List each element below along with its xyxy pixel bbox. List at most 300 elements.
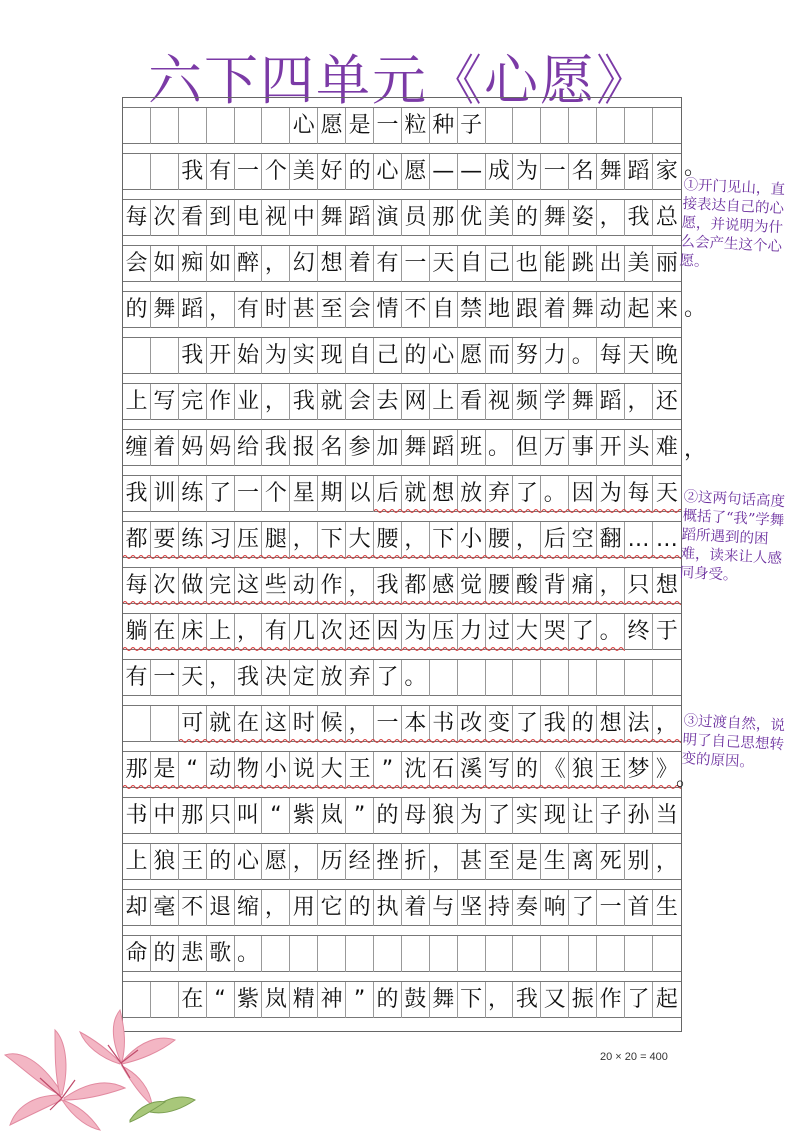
grid-row [123,696,681,742]
grid-cell: 次 [151,568,179,604]
grid-cell [151,338,179,374]
grid-cell [653,108,681,144]
grid-row [123,420,681,466]
grid-cell: 动 [597,292,625,328]
grid-cell: 报 [290,430,318,466]
grid-cell: 也 [513,246,541,282]
grid-cell: 蹈 [597,384,625,420]
grid-cell: 有 [262,614,290,650]
grid-row [123,834,681,880]
grid-cell [179,108,207,144]
grid-cell: 空 [569,522,597,558]
grid-cell [486,660,514,696]
grid-cell: ， [655,711,678,736]
grid-cell: ， [290,522,318,558]
grid-cell: 出 [597,246,625,282]
grid-cell: “ [179,752,207,788]
grid-cell: 又 [541,982,569,1018]
grid-cell: 着 [151,430,179,466]
grid-cell: 的 [513,200,541,236]
row-gap [123,282,681,292]
grid-cell: 母 [402,798,430,834]
grid-cell: 为 [402,614,430,650]
grid-cell: 舞 [430,982,458,1018]
grid-line [123,292,681,328]
grid-cell: 舞 [541,200,569,236]
grid-cell [318,936,346,972]
grid-line [123,890,681,926]
grid-cell: 床 [179,614,207,650]
row-gap [123,926,681,936]
grid-cell: 现 [318,338,346,374]
grid-cell: 可 [179,706,207,742]
grid-line [123,660,681,696]
grid-cell [513,936,541,972]
grid-cell: 鼓 [402,982,430,1018]
grid-cell: 用 [290,890,318,926]
grid-cell [262,936,290,972]
grid-cell: 的 [346,890,374,926]
grid-cell: 开 [597,430,625,466]
grid-cell: 书 [123,798,151,834]
grid-cell: 给 [235,430,263,466]
row-gap [123,328,681,338]
grid-cell: 那 [430,200,458,236]
grid-cell: 到 [207,200,235,236]
grid-cell: 至 [318,292,346,328]
grid-cell: 想 [655,573,678,598]
grid-cell [569,660,597,696]
grid-cell: — [458,154,486,190]
grid-cell: 愿 [402,154,430,190]
grid-cell: 我 [290,384,318,420]
grid-cell: 就 [402,476,430,512]
grid-cell: ， [513,522,541,558]
grid-cell [123,338,151,374]
grid-cell [625,936,653,972]
grid-cell: 就 [207,706,235,742]
grid-cell: 紫 [290,798,318,834]
grid-cell: “ [262,798,290,834]
grid-line [123,338,681,374]
grid-cell: 完 [207,568,235,604]
grid-cell: 完 [179,384,207,420]
annotation-note-3: ③过渡自然，说明了自己思想转变的原因。 [681,712,786,771]
grid-cell [486,936,514,972]
grid-cell: 狼 [430,798,458,834]
grid-cell: 上 [430,384,458,420]
grid-cell: 叫 [235,798,263,834]
grid-cell: 振 [569,982,597,1018]
grid-cell: 放 [458,476,486,512]
grid-cell: 地 [486,292,514,328]
grid-cell: 成 [486,154,514,190]
grid-cell: 都 [402,568,430,604]
grid-cell: ， [262,246,290,282]
grid-cell: 一 [402,246,430,282]
grid-cell: 改 [458,706,486,742]
grid-cell: 的 [402,338,430,374]
grid-row [123,880,681,926]
grid-cell [151,706,179,742]
grid-cell [458,660,486,696]
grid-cell: 名 [318,430,346,466]
grid-cell: 训 [151,476,179,512]
grid-cell: 下 [430,522,458,558]
grid-line [123,614,681,650]
row-gap [123,420,681,430]
grid-cell: 不 [179,890,207,926]
grid-cell: 视 [486,384,514,420]
grid-cell: 后 [374,476,402,512]
grid-cell: 压 [430,614,458,650]
grid-cell: 蹈 [179,292,207,328]
grid-cell: 历 [318,844,346,880]
grid-cell: 小 [262,752,290,788]
grid-cell: 下 [458,982,486,1018]
grid-cell [513,660,541,696]
grid-cell: 我 [541,706,569,742]
grid-cell: 每 [597,338,625,374]
grid-cell: 至 [486,844,514,880]
grid-cell: 我 [625,200,653,236]
grid-cell: 我 [179,338,207,374]
grid-line [123,154,681,190]
grid-cell [513,108,541,144]
grid-cell: 天 [179,660,207,696]
grid-cell: 小 [458,522,486,558]
grid-cell: 精 [290,982,318,1018]
grid-cell: 做 [179,568,207,604]
row-gap [123,374,681,384]
grid-cell: 王 [597,752,625,788]
grid-cell: 法 [625,706,653,742]
grid-row [123,788,681,834]
grid-cell: 如 [151,246,179,282]
grid-cell: 却 [123,890,151,926]
grid-cell: 自 [346,338,374,374]
grid-cell: 只 [625,568,653,604]
annotation-note-1: ①开门见山，直接表达自己的心愿，并说明为什么会产生这个心愿。 [679,176,786,271]
grid-cell [541,936,569,972]
grid-cell: 力 [541,338,569,374]
lily-flower-decoration [0,1000,200,1133]
grid-cell: ， [430,844,458,880]
grid-cell: 愿 [318,108,346,144]
grid-cell: 。 [569,338,597,374]
grid-cell: 腰 [486,522,514,558]
grid-cell: 电 [235,200,263,236]
grid-cell: 上 [123,844,151,880]
grid-cell: 好 [318,154,346,190]
grid-cell: 会 [123,246,151,282]
overflow-punct-7: ， [684,437,707,462]
row-gap [123,650,681,660]
grid-cell: 还 [655,389,678,414]
grid-cell: 美 [625,246,653,282]
grid-cell: 与 [430,890,458,926]
grid-cell: 狼 [569,752,597,788]
grid-cell: 粒 [402,108,430,144]
grid-line [123,246,681,282]
grid-cell: 蹈 [346,200,374,236]
grid-size-label: 20 × 20 = 400 [600,1051,668,1063]
grid-cell: 不 [402,292,430,328]
grid-cell: 时 [290,706,318,742]
grid-cell: 愿 [262,844,290,880]
grid-cell: 过 [486,614,514,650]
grid-cell: 奏 [513,890,541,926]
grid-cell: 的 [374,982,402,1018]
grid-cell: 而 [486,338,514,374]
grid-cell: 但 [513,430,541,466]
grid-cell: 有 [123,660,151,696]
grid-line [123,430,681,466]
grid-cell: ， [262,384,290,420]
grid-cell: ， [346,568,374,604]
grid-cell: 是 [513,844,541,880]
grid-cell: 作 [318,568,346,604]
grid-cell: 己 [374,338,402,374]
grid-cell [346,936,374,972]
grid-cell: 腿 [262,522,290,558]
grid-cell: 我 [513,982,541,1018]
overflow-punct-14: 。 [676,766,699,791]
grid-cell [597,108,625,144]
grid-cell: 这 [262,706,290,742]
grid-cell: 沈 [402,752,430,788]
grid-line [123,798,681,834]
grid-cell: 生 [655,895,678,920]
grid-cell: 着 [346,246,374,282]
grid-line [123,522,681,558]
grid-cell: 为 [458,798,486,834]
grid-cell: ， [262,890,290,926]
grid-cell: 退 [207,890,235,926]
grid-cell: 晚 [655,343,678,368]
row-gap [123,466,681,476]
grid-cell [458,936,486,972]
grid-cell: 时 [262,292,290,328]
grid-cell: 了 [513,476,541,512]
grid-cell: 总 [655,205,678,230]
grid-cell [597,660,625,696]
grid-cell: 跳 [569,246,597,282]
grid-cell: 名 [569,154,597,190]
page-title: 六下四单元《心愿》 [148,49,652,112]
grid-cell: 醉 [235,246,263,282]
grid-cell [151,108,179,144]
grid-cell: 都 [123,522,151,558]
grid-cell: 了 [513,706,541,742]
grid-cell: 躺 [123,614,151,650]
grid-cell: 力 [458,614,486,650]
grid-cell: 那 [179,798,207,834]
grid-cell: ， [235,614,263,650]
grid-cell: 大 [346,522,374,558]
grid-cell: 去 [374,384,402,420]
grid-cell: 些 [262,568,290,604]
grid-cell: 每 [123,568,151,604]
grid-cell: 作 [597,982,625,1018]
grid-cell [262,108,290,144]
grid-cell: 只 [207,798,235,834]
grid-cell: 岚 [318,798,346,834]
grid-cell: 心 [430,338,458,374]
grid-cell: 书 [430,706,458,742]
grid-cell: 缠 [123,430,151,466]
grid-cell: 缩 [235,890,263,926]
grid-cell [123,154,151,190]
grid-cell: 每 [625,476,653,512]
grid-cell: 我 [235,660,263,696]
grid-cell [625,108,653,144]
grid-cell: ， [346,706,374,742]
grid-cell: 定 [290,660,318,696]
grid-cell: 的 [374,798,402,834]
annotation-note-2: ②这两句话高度概括了“我”学舞蹈所遇到的困难，读来让人感同身受。 [679,488,786,584]
grid-cell: 哭 [541,614,569,650]
grid-cell: 美 [290,154,318,190]
grid-cell [123,108,151,144]
grid-cell: 是 [346,108,374,144]
grid-cell: 执 [374,890,402,926]
grid-cell: 心 [374,154,402,190]
grid-row [123,328,681,374]
grid-cell: ” [374,752,402,788]
grid-cell: 会 [346,292,374,328]
grid-cell: 次 [151,200,179,236]
grid-line [123,476,681,512]
grid-cell: 翻 [597,522,625,558]
grid-cell: 蹈 [625,154,653,190]
grid-cell: 期 [318,476,346,512]
grid-cell: 背 [541,568,569,604]
grid-row [123,604,681,650]
grid-cell: 的 [151,936,179,972]
grid-cell [402,936,430,972]
grid-row [123,190,681,236]
row-gap [123,190,681,200]
grid-cell: 中 [151,798,179,834]
grid-cell: 下 [318,522,346,558]
grid-cell: 弃 [346,660,374,696]
grid-cell: 天 [430,246,458,282]
composition-grid [122,97,682,1032]
grid-cell: 班 [458,430,486,466]
grid-cell: 情 [374,292,402,328]
grid-cell: 看 [458,384,486,420]
grid-cell: ， [207,660,235,696]
grid-cell: 种 [430,108,458,144]
grid-row [123,374,681,420]
grid-row [123,926,681,972]
grid-cell: 现 [541,798,569,834]
grid-cell: 实 [513,798,541,834]
grid-cell: 想 [318,246,346,282]
grid-cell [597,936,625,972]
grid-cell: 后 [541,522,569,558]
grid-cell: 让 [569,798,597,834]
grid-cell: 弃 [486,476,514,512]
grid-cell: 在 [235,706,263,742]
row-gap [123,880,681,890]
grid-cell: ， [597,200,625,236]
grid-cell: 王 [346,752,374,788]
overflow-punct-4: 。 [684,296,707,321]
grid-cell: 妈 [179,430,207,466]
grid-cell: 有 [374,246,402,282]
grid-cell: 了 [569,614,597,650]
grid-cell: 紫 [235,982,263,1018]
grid-cell: 坚 [458,890,486,926]
grid-cell [541,108,569,144]
grid-cell: 心 [290,108,318,144]
grid-cell: 了 [569,890,597,926]
grid-cell: 姿 [569,200,597,236]
grid-cell: ， [402,522,430,558]
grid-cell [151,154,179,190]
grid-cell: 悲 [179,936,207,972]
grid-cell: 它 [318,890,346,926]
row-gap [123,742,681,752]
grid-cell: … [625,522,653,558]
grid-cell: 参 [346,430,374,466]
grid-cell: 舞 [597,154,625,190]
grid-cell: 一 [374,706,402,742]
grid-cell [430,936,458,972]
grid-cell: 子 [458,108,486,144]
grid-cell: 始 [235,338,263,374]
grid-cell: 着 [402,890,430,926]
grid-cell: ， [655,849,678,874]
grid-cell: 写 [486,752,514,788]
grid-cell: 中 [290,200,318,236]
row-gap [123,236,681,246]
grid-cell: ” [346,982,374,1018]
grid-cell: 我 [374,568,402,604]
grid-cell: 溪 [458,752,486,788]
grid-cell: 腰 [374,522,402,558]
grid-cell: 酸 [513,568,541,604]
grid-cell [625,660,653,696]
grid-cell: 我 [179,154,207,190]
grid-cell: 上 [207,614,235,650]
grid-cell: 一 [235,476,263,512]
grid-cell: 个 [262,476,290,512]
grid-cell: “ [207,982,235,1018]
grid-cell: 网 [402,384,430,420]
grid-cell: 岚 [262,982,290,1018]
grid-cell: 一 [151,660,179,696]
grid-cell: 就 [318,384,346,420]
grid-cell: ， [290,844,318,880]
grid-cell: 毫 [151,890,179,926]
grid-cell [569,936,597,972]
grid-cell: 痛 [569,568,597,604]
grid-cell: 《 [541,752,569,788]
grid-cell: ” [346,798,374,834]
grid-cell [541,660,569,696]
grid-cell: ， [625,384,653,420]
grid-cell: 持 [486,890,514,926]
grid-cell: 次 [318,614,346,650]
grid-cell: ， [597,568,625,604]
grid-cell: 因 [374,614,402,650]
grid-cell: 候 [318,706,346,742]
grid-cell: 家 [655,159,678,184]
grid-cell: 为 [513,154,541,190]
